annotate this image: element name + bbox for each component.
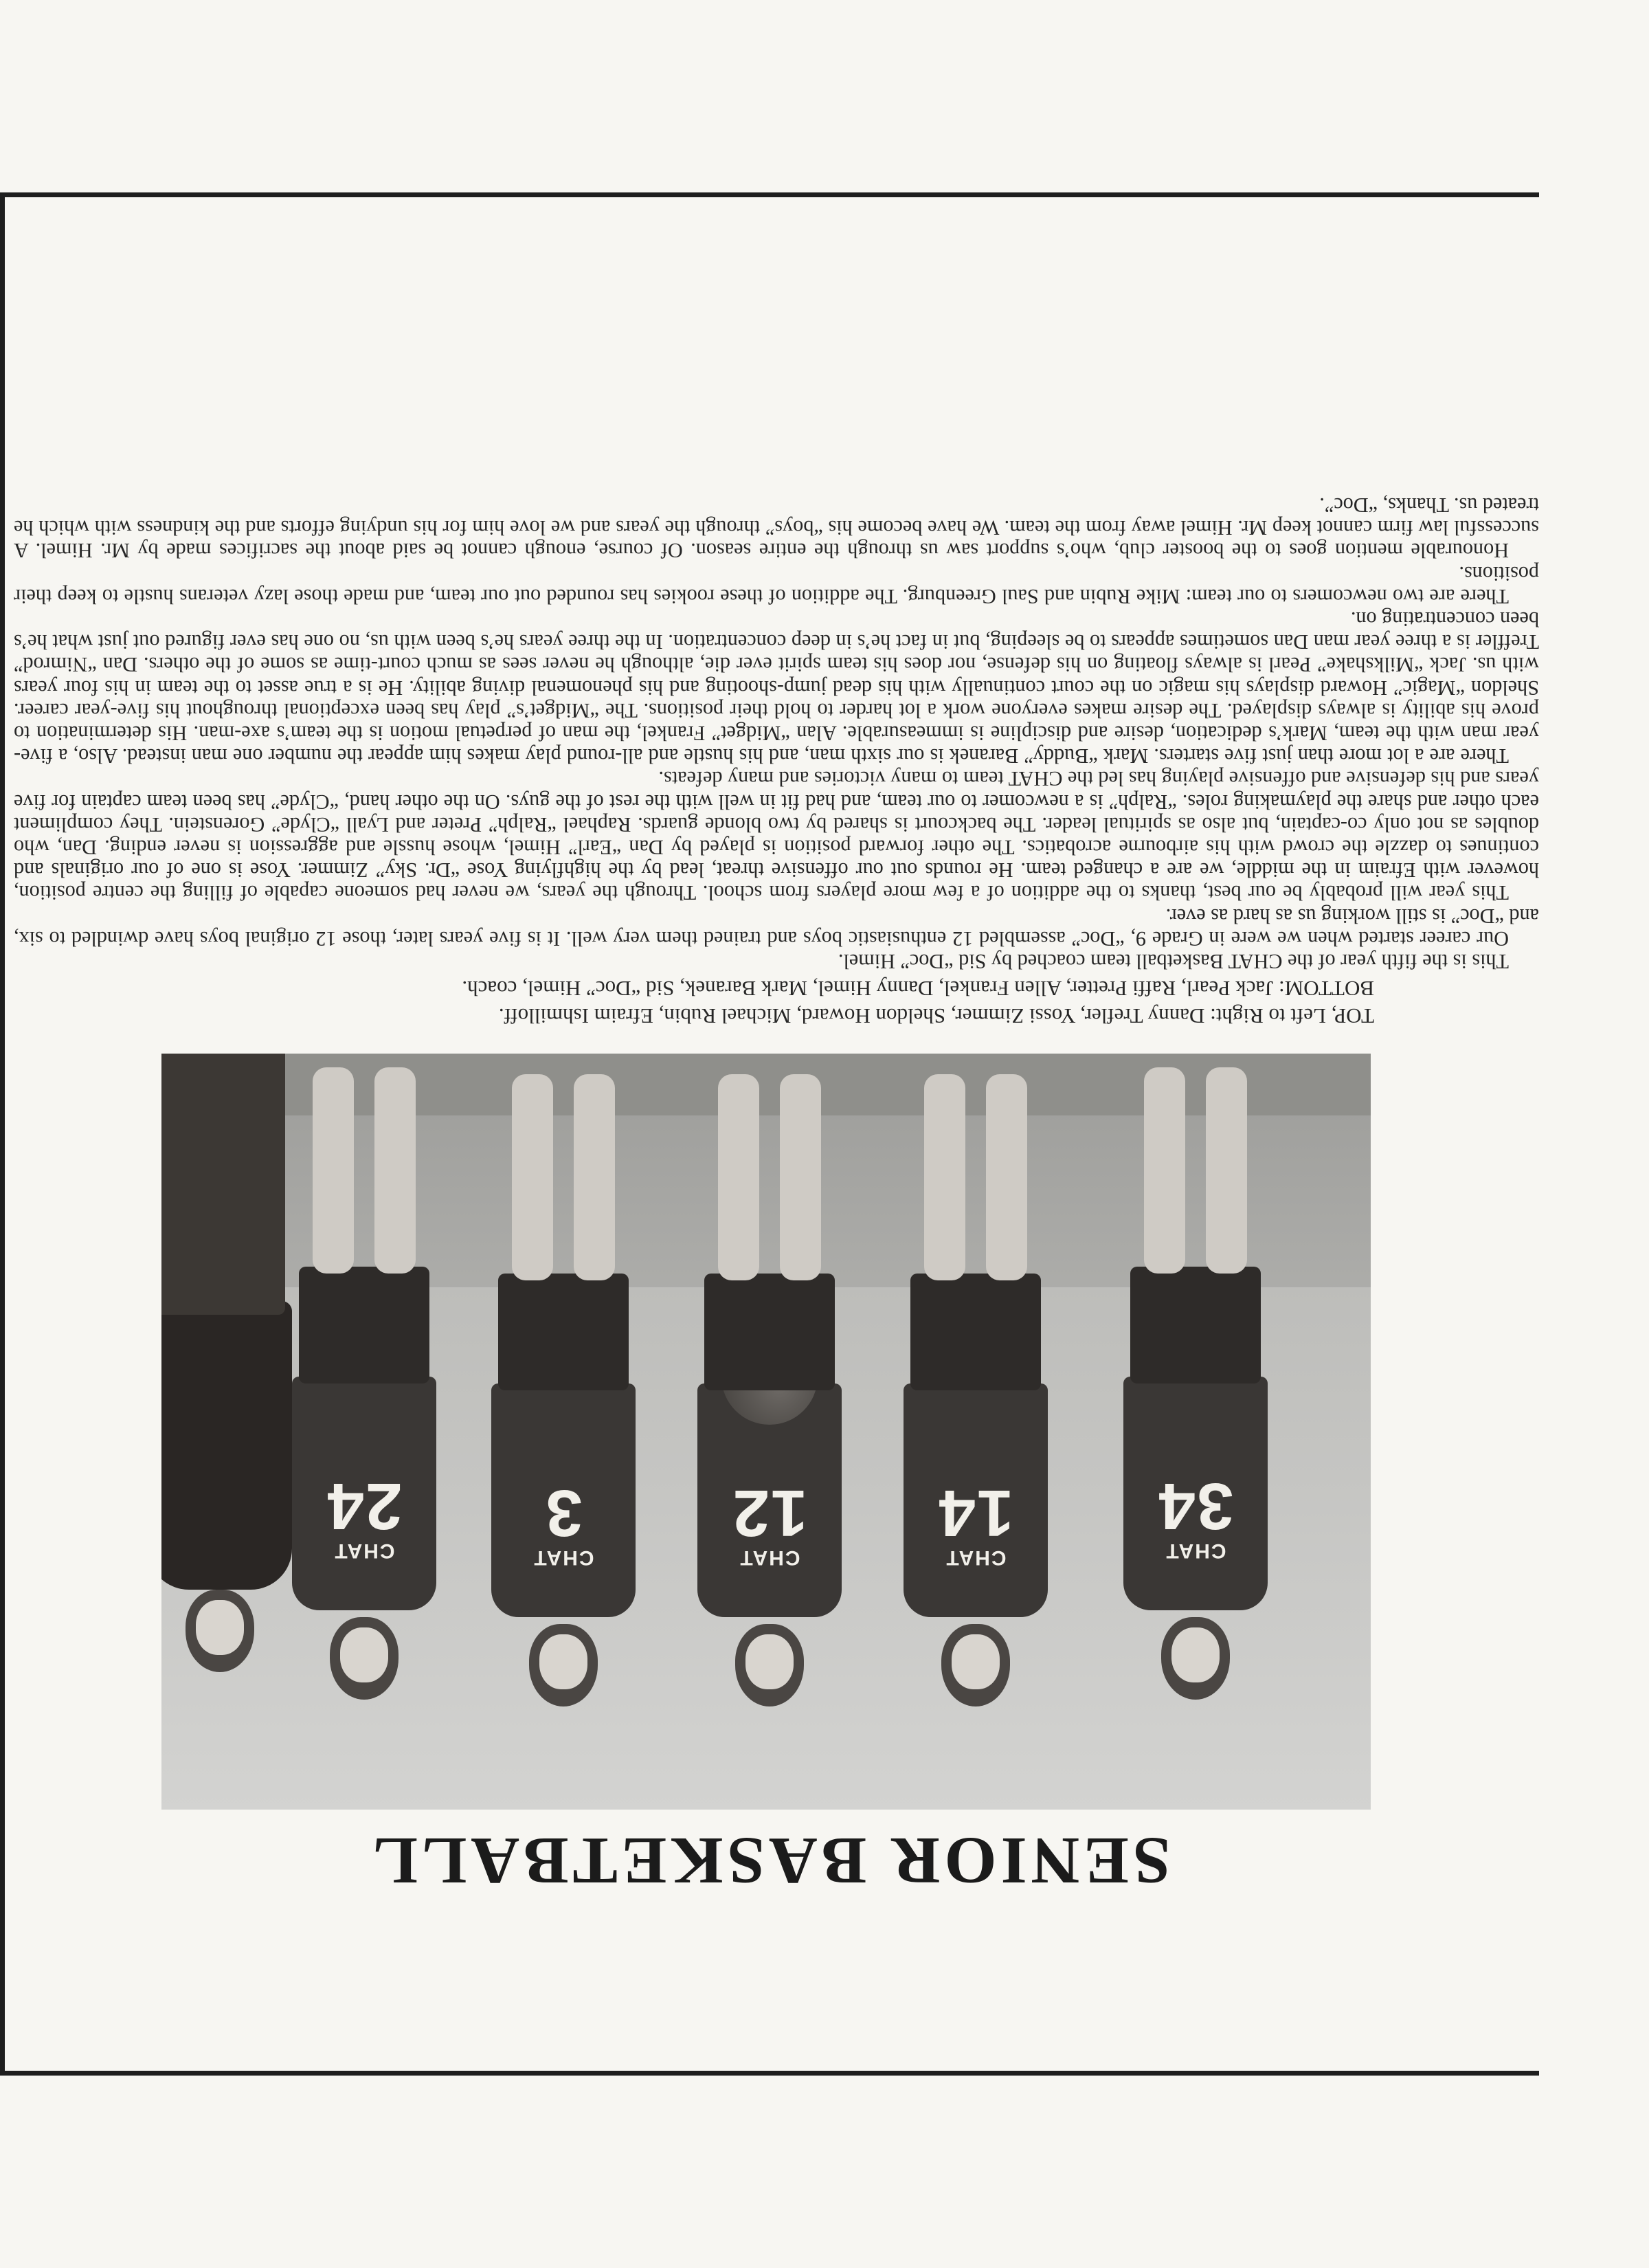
caption-top-row: TOP, Left to Right: Danny Trefler, Yossi Zimmer, Sheldon Howard, Michael Rubin, Efraim Ishmilloff. xyxy=(498,1004,1374,1028)
player-face xyxy=(539,1634,587,1689)
coach-trousers xyxy=(161,1054,285,1315)
player-face xyxy=(952,1634,1000,1689)
player-shorts xyxy=(704,1274,835,1390)
article-body xyxy=(14,493,1539,972)
jersey-team: CHAT xyxy=(532,1546,594,1569)
player-leg xyxy=(313,1067,354,1274)
player-leg xyxy=(574,1074,615,1280)
player-jersey xyxy=(1123,1377,1268,1610)
paragraph: Our career started when we were in Grade 9, “Doc” assembled 12 enthusiastic boys and trained them very well. It is five years later, those 12 original boys have dwindled to six, and “Doc” is still working us as hard as ever. xyxy=(14,904,1539,950)
jersey-team: CHAT xyxy=(739,1546,800,1569)
player-shorts xyxy=(299,1267,429,1383)
team-photo xyxy=(161,1054,1371,1810)
player-jersey xyxy=(491,1383,636,1617)
player-shorts xyxy=(498,1274,629,1390)
jersey-team: CHAT xyxy=(1165,1539,1226,1562)
paragraph: There are two newcomers to our team: Mike Rubin and Saul Greenburg. The addition of these rookies has rounded out our team, and made those lazy veterans hustle to keep their positions. xyxy=(14,562,1539,608)
jersey-number: 24 xyxy=(326,1469,403,1543)
player-leg xyxy=(718,1074,759,1280)
player-face xyxy=(745,1634,794,1689)
player-shorts xyxy=(910,1274,1041,1390)
photo-caption xyxy=(137,975,1374,1030)
jersey-number: 14 xyxy=(937,1476,1014,1550)
paragraph: There are a lot more than just five starters. Mark “Buddy” Baranek is our sixth man, and his hustle and all-round play makes him appear the number one man instead. Also, a five-year man with the team, Mark’s dedication, desire and discipline is immeasurable. Alan “Midget” Frankel, the man of perpetual motion is the team’s axe-man. His determination to prove his ability is always displayed. The desire makes everyone work a lot harder to hold their positions. The “Midget’s” play has been exceptional throughout his five-year career. Sheldon “Magic” Howard displays his magic on the court continually with his dead jump-shooting and his phenomenal diving ability. He is a true asset to the team in his four years with us. Jack “Milkshake” Pearl is always floating on his defense, nor does his team spirit ever die, although he never sees as much court-time as some of the others. Dan “Nimrod” Treffler is a three year man Dan sometimes appears to be sleeping, but in fact he’s in deep concentration. In the three years he’s been with us, no one has ever figured out just what he’s been concentrating on. xyxy=(14,607,1539,768)
jersey-number: 34 xyxy=(1157,1469,1234,1543)
coach-face xyxy=(196,1600,244,1655)
paragraph: This is the fifth year of the CHAT Basketball team coached by Sid “Doc” Himel. xyxy=(838,950,1509,973)
player-face xyxy=(340,1627,388,1682)
paragraph: This year will probably be our best, thanks to the addition of a few more players from school. Through the years, we never had someone capable of filling the centre position, however with Efraim in the middle, we are a changed team. He rounds out our offensive threat, lead by the highflying Yose “Dr. Sky” Zimmer. Yose is one of our originals and continues to dazzle the crowd with his airbourne acrobatics. The other forward position is played by Dan “Earl” Himel, whose hussle and aggression is never ending. Dan, who doubles as not only co-captain, but also as spiritual leader. The backcourt is shared by two blonde guards. Raphael “Ralph” Preter and Lyall “Clyde” Gorenstein. They compliment each other and share the playmaking roles. “Ralph” is a newcomer to our team, and had fit in well with the rest of the guys. On the other hand, “Clyde” has been team captain for five years and his defensive and offensive playing has led the CHAT team to many victories and many defeats. xyxy=(14,767,1539,905)
caption-bottom-row: BOTTOM: Jack Pearl, Raffi Pretter, Allen Frankel, Danny Himel, Mark Baranek, Sid “Doc” Himel, coach. xyxy=(462,977,1374,1001)
page-frame xyxy=(0,192,1539,2076)
player-shorts xyxy=(1130,1267,1261,1383)
coach-jacket xyxy=(161,1301,292,1590)
jersey-number: 12 xyxy=(731,1476,808,1550)
jersey-team: CHAT xyxy=(945,1546,1007,1569)
player-leg xyxy=(986,1074,1027,1280)
player-leg xyxy=(1206,1067,1247,1274)
player-leg xyxy=(924,1074,965,1280)
player-leg xyxy=(780,1074,821,1280)
player-face xyxy=(1171,1627,1220,1682)
player-leg xyxy=(374,1067,416,1274)
player-leg xyxy=(1144,1067,1185,1274)
jersey-team: CHAT xyxy=(333,1539,395,1562)
jersey-number: 3 xyxy=(544,1476,583,1550)
player-leg xyxy=(512,1074,553,1280)
player-jersey xyxy=(292,1377,436,1610)
player-jersey xyxy=(904,1383,1048,1617)
paragraph: Honourable mention goes to the booster club, who’s support saw us through the entire season. Of course, enough cannot be said about the sacrifices made by Mr. Himel. A successful law firm cannot keep Mr. Himel away from the team. We have become his “boys” through the years and we love him for his undying efforts and the kindness with which he treated us. Thanks, “Doc”. xyxy=(14,493,1539,563)
page-title: SENIOR BASKETBALL xyxy=(368,1823,1171,1898)
